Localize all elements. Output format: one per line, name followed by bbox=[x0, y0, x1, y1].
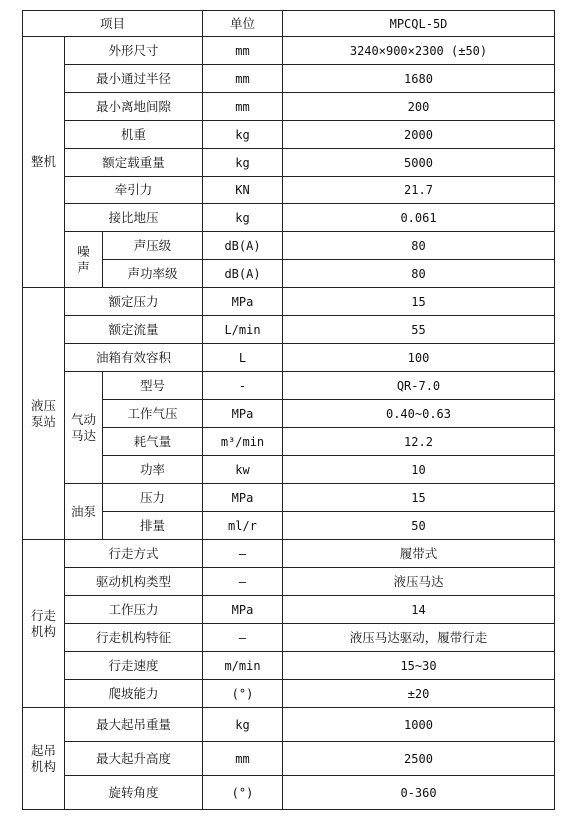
table-row bbox=[23, 568, 555, 596]
group-travel-line2: 机构 bbox=[30, 623, 56, 639]
group-whole-machine: 整机 bbox=[23, 37, 65, 288]
row-unit: (°) bbox=[203, 776, 283, 810]
table-row bbox=[23, 400, 555, 428]
row-value: 2000 bbox=[283, 121, 555, 149]
row-label: 额定载重量 bbox=[65, 149, 203, 177]
group-pump-station bbox=[23, 288, 65, 540]
row-value: 21.7 bbox=[283, 177, 555, 204]
group-lifting bbox=[23, 708, 65, 810]
row-value: 10 bbox=[283, 456, 555, 484]
row-value: 15 bbox=[283, 288, 555, 316]
table-row bbox=[23, 37, 555, 65]
row-unit: m³/min bbox=[203, 428, 283, 456]
row-label: 爬坡能力 bbox=[65, 680, 203, 708]
row-label: 机重 bbox=[65, 121, 203, 149]
row-label: 耗气量 bbox=[103, 428, 203, 456]
row-label: 声功率级 bbox=[103, 260, 203, 288]
row-value: ±20 bbox=[283, 680, 555, 708]
row-value: 55 bbox=[283, 316, 555, 344]
row-unit: KN bbox=[203, 177, 283, 204]
table-row bbox=[23, 372, 555, 400]
table-row bbox=[23, 260, 555, 288]
table-row bbox=[23, 624, 555, 652]
row-unit: L/min bbox=[203, 316, 283, 344]
group-air-line1: 气动 bbox=[70, 411, 96, 427]
table-row bbox=[23, 484, 555, 512]
table-row bbox=[23, 742, 555, 776]
row-unit: - bbox=[203, 372, 283, 400]
row-unit: dB(A) bbox=[203, 260, 283, 288]
table-row bbox=[23, 512, 555, 540]
row-unit: kw bbox=[203, 456, 283, 484]
group-noise bbox=[65, 232, 103, 288]
table-row bbox=[23, 456, 555, 484]
table-row bbox=[23, 177, 555, 204]
row-label: 接比地压 bbox=[65, 204, 203, 232]
row-label: 最小离地间隙 bbox=[65, 93, 203, 121]
table-row bbox=[23, 776, 555, 810]
group-travel bbox=[23, 540, 65, 708]
group-lifting-line2: 机构 bbox=[30, 758, 56, 774]
table-row bbox=[23, 596, 555, 624]
row-label: 行走速度 bbox=[65, 652, 203, 680]
row-value: 1680 bbox=[283, 65, 555, 93]
table-row bbox=[23, 121, 555, 149]
row-value: 0.40~0.63 bbox=[283, 400, 555, 428]
group-pump-line2: 泵站 bbox=[30, 413, 56, 429]
row-label: 声压级 bbox=[103, 232, 203, 260]
group-oil-pump: 油泵 bbox=[65, 484, 103, 540]
row-value: 2500 bbox=[283, 742, 555, 776]
row-label: 排量 bbox=[103, 512, 203, 540]
table-row bbox=[23, 149, 555, 177]
row-unit: dB(A) bbox=[203, 232, 283, 260]
row-unit: mm bbox=[203, 742, 283, 776]
spec-table bbox=[22, 10, 555, 810]
row-value: 50 bbox=[283, 512, 555, 540]
row-unit: MPa bbox=[203, 288, 283, 316]
row-label: 型号 bbox=[103, 372, 203, 400]
table-row bbox=[23, 344, 555, 372]
row-label: 行走方式 bbox=[65, 540, 203, 568]
row-value: 12.2 bbox=[283, 428, 555, 456]
row-value: 3240×900×2300 (±50) bbox=[283, 37, 555, 65]
row-value: 200 bbox=[283, 93, 555, 121]
table-row bbox=[23, 540, 555, 568]
row-value: 5000 bbox=[283, 149, 555, 177]
row-unit: MPa bbox=[203, 596, 283, 624]
row-value: 80 bbox=[283, 260, 555, 288]
row-value: 履带式 bbox=[283, 540, 555, 568]
row-value: 14 bbox=[283, 596, 555, 624]
row-value: 0.061 bbox=[283, 204, 555, 232]
row-unit: MPa bbox=[203, 484, 283, 512]
table-row bbox=[23, 708, 555, 742]
row-label: 油箱有效容积 bbox=[65, 344, 203, 372]
row-value: 80 bbox=[283, 232, 555, 260]
table-row bbox=[23, 232, 555, 260]
group-travel-line1: 行走 bbox=[30, 607, 56, 623]
table-row bbox=[23, 680, 555, 708]
row-label: 驱动机构类型 bbox=[65, 568, 203, 596]
row-unit: (°) bbox=[203, 680, 283, 708]
row-label: 外形尺寸 bbox=[65, 37, 203, 65]
row-label: 功率 bbox=[103, 456, 203, 484]
table-row bbox=[23, 93, 555, 121]
row-label: 工作压力 bbox=[65, 596, 203, 624]
row-unit: ml/r bbox=[203, 512, 283, 540]
row-value: 液压马达 bbox=[283, 568, 555, 596]
row-unit: MPa bbox=[203, 400, 283, 428]
row-unit: kg bbox=[203, 149, 283, 177]
row-unit: — bbox=[203, 624, 283, 652]
row-value: 15~30 bbox=[283, 652, 555, 680]
table-row bbox=[23, 652, 555, 680]
row-label: 最小通过半径 bbox=[65, 65, 203, 93]
table-row bbox=[23, 316, 555, 344]
header-item: 项目 bbox=[23, 11, 203, 37]
table-row bbox=[23, 428, 555, 456]
row-value: 15 bbox=[283, 484, 555, 512]
row-label: 最大起吊重量 bbox=[65, 708, 203, 742]
row-unit: kg bbox=[203, 121, 283, 149]
row-value: 0-360 bbox=[283, 776, 555, 810]
row-label: 额定压力 bbox=[65, 288, 203, 316]
row-label: 最大起升高度 bbox=[65, 742, 203, 776]
group-noise-line2: 声 bbox=[77, 259, 90, 275]
row-unit: kg bbox=[203, 708, 283, 742]
group-pump-line1: 液压 bbox=[30, 397, 56, 413]
row-label: 旋转角度 bbox=[65, 776, 203, 810]
row-unit: m/min bbox=[203, 652, 283, 680]
row-value: QR-7.0 bbox=[283, 372, 555, 400]
group-noise-line1: 噪 bbox=[77, 243, 90, 259]
group-lifting-line1: 起吊 bbox=[30, 742, 56, 758]
row-value: 液压马达驱动，履带行走 bbox=[283, 624, 555, 652]
row-unit: mm bbox=[203, 37, 283, 65]
row-label: 牵引力 bbox=[65, 177, 203, 204]
row-unit: mm bbox=[203, 93, 283, 121]
table-row bbox=[23, 65, 555, 93]
header-model: MPCQL-5D bbox=[283, 11, 555, 37]
row-unit: — bbox=[203, 540, 283, 568]
row-unit: L bbox=[203, 344, 283, 372]
row-value: 100 bbox=[283, 344, 555, 372]
header-row bbox=[23, 11, 555, 37]
row-unit: — bbox=[203, 568, 283, 596]
row-unit: mm bbox=[203, 65, 283, 93]
table-row bbox=[23, 288, 555, 316]
table-row bbox=[23, 204, 555, 232]
row-label: 额定流量 bbox=[65, 316, 203, 344]
group-air-line2: 马达 bbox=[70, 427, 96, 443]
row-label: 工作气压 bbox=[103, 400, 203, 428]
row-unit: kg bbox=[203, 204, 283, 232]
group-air-motor bbox=[65, 372, 103, 484]
header-unit: 单位 bbox=[203, 11, 283, 37]
row-label: 行走机构特征 bbox=[65, 624, 203, 652]
row-value: 1000 bbox=[283, 708, 555, 742]
row-label: 压力 bbox=[103, 484, 203, 512]
